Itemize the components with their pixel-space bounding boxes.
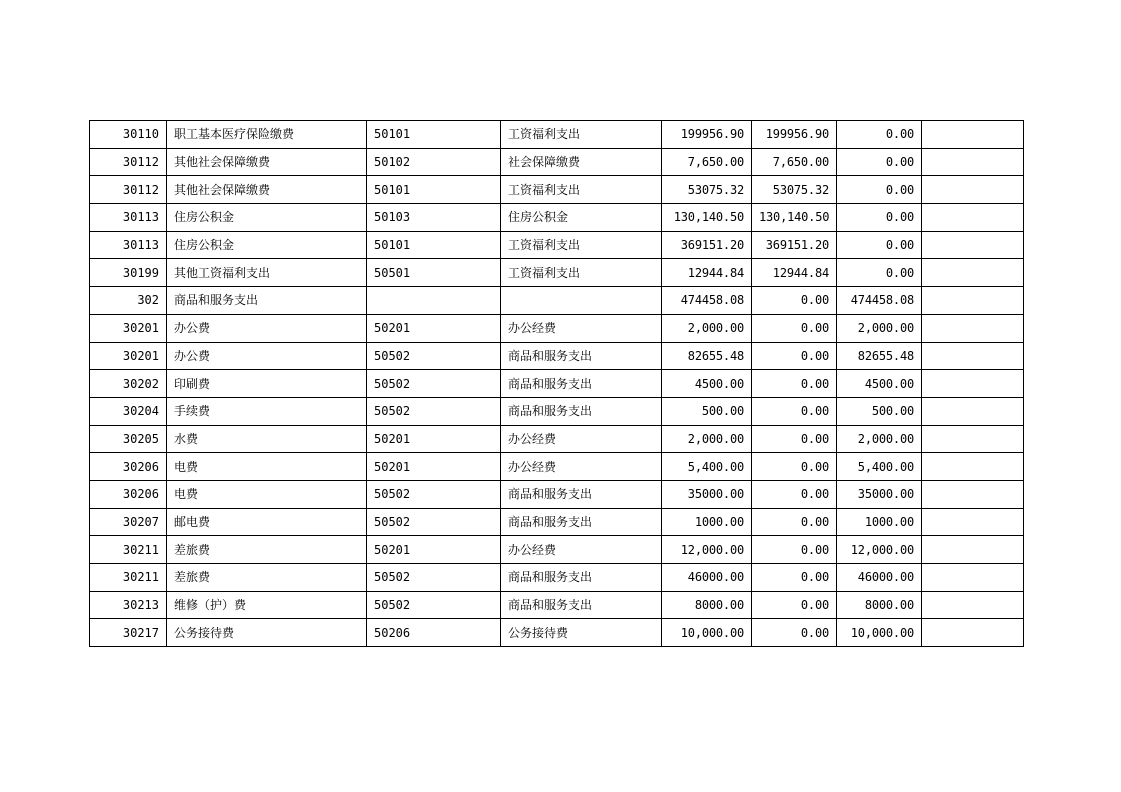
blank-cell [922,231,1024,259]
project-cell: 10,000.00 [837,619,922,647]
total-cell: 474458.08 [662,287,752,315]
econ-code-cell: 30206 [90,453,167,481]
func-name-cell: 工资福利支出 [501,121,662,149]
econ-code-cell: 30202 [90,370,167,398]
func-code-cell: 50502 [367,370,501,398]
table-row [90,591,1024,619]
table-row [90,231,1024,259]
project-cell: 500.00 [837,397,922,425]
econ-name-cell: 商品和服务支出 [167,287,367,315]
project-cell: 0.00 [837,176,922,204]
func-code-cell: 50103 [367,204,501,232]
total-cell: 7,650.00 [662,148,752,176]
func-name-cell: 商品和服务支出 [501,397,662,425]
blank-cell [922,508,1024,536]
econ-code-cell: 30211 [90,536,167,564]
func-name-cell [501,287,662,315]
econ-code-cell: 30201 [90,342,167,370]
func-name-cell: 商品和服务支出 [501,564,662,592]
blank-cell [922,370,1024,398]
table-row [90,536,1024,564]
func-code-cell: 50501 [367,259,501,287]
project-cell: 5,400.00 [837,453,922,481]
func-code-cell: 50101 [367,231,501,259]
table-row [90,342,1024,370]
table-row [90,314,1024,342]
econ-code-cell: 30204 [90,397,167,425]
econ-name-cell: 差旅费 [167,564,367,592]
econ-code-cell: 30205 [90,425,167,453]
blank-cell [922,397,1024,425]
func-name-cell: 商品和服务支出 [501,480,662,508]
func-name-cell: 公务接待费 [501,619,662,647]
project-cell: 4500.00 [837,370,922,398]
basic-cell: 0.00 [752,342,837,370]
func-name-cell: 办公经费 [501,314,662,342]
func-code-cell [367,287,501,315]
total-cell: 4500.00 [662,370,752,398]
econ-code-cell: 30217 [90,619,167,647]
econ-name-cell: 公务接待费 [167,619,367,647]
basic-cell: 0.00 [752,564,837,592]
total-cell: 500.00 [662,397,752,425]
econ-code-cell: 30206 [90,480,167,508]
func-name-cell: 办公经费 [501,453,662,481]
total-cell: 12944.84 [662,259,752,287]
basic-cell: 12944.84 [752,259,837,287]
func-code-cell: 50502 [367,591,501,619]
table-row [90,619,1024,647]
func-code-cell: 50101 [367,176,501,204]
project-cell: 82655.48 [837,342,922,370]
basic-cell: 0.00 [752,508,837,536]
econ-name-cell: 其他社会保障缴费 [167,176,367,204]
blank-cell [922,425,1024,453]
project-cell: 35000.00 [837,480,922,508]
econ-name-cell: 手续费 [167,397,367,425]
project-cell: 0.00 [837,259,922,287]
budget-table-body [90,121,1024,647]
total-cell: 5,400.00 [662,453,752,481]
total-cell: 369151.20 [662,231,752,259]
func-code-cell: 50201 [367,425,501,453]
econ-code-cell: 30113 [90,231,167,259]
func-name-cell: 住房公积金 [501,204,662,232]
table-row [90,287,1024,315]
basic-cell: 0.00 [752,425,837,453]
func-code-cell: 50101 [367,121,501,149]
econ-name-cell: 住房公积金 [167,204,367,232]
func-name-cell: 社会保障缴费 [501,148,662,176]
econ-code-cell: 30110 [90,121,167,149]
econ-name-cell: 印刷费 [167,370,367,398]
econ-name-cell: 其他社会保障缴费 [167,148,367,176]
table-row [90,148,1024,176]
table-row [90,121,1024,149]
table-row [90,259,1024,287]
econ-code-cell: 30113 [90,204,167,232]
basic-cell: 0.00 [752,619,837,647]
table-row [90,204,1024,232]
blank-cell [922,204,1024,232]
total-cell: 199956.90 [662,121,752,149]
econ-name-cell: 邮电费 [167,508,367,536]
table-row [90,564,1024,592]
econ-code-cell: 30213 [90,591,167,619]
project-cell: 0.00 [837,121,922,149]
func-name-cell: 办公经费 [501,425,662,453]
basic-cell: 0.00 [752,287,837,315]
total-cell: 12,000.00 [662,536,752,564]
blank-cell [922,591,1024,619]
project-cell: 46000.00 [837,564,922,592]
table-row [90,176,1024,204]
func-code-cell: 50502 [367,397,501,425]
table-row [90,508,1024,536]
basic-cell: 369151.20 [752,231,837,259]
table-row [90,480,1024,508]
blank-cell [922,259,1024,287]
total-cell: 82655.48 [662,342,752,370]
total-cell: 130,140.50 [662,204,752,232]
blank-cell [922,314,1024,342]
table-row [90,425,1024,453]
total-cell: 35000.00 [662,480,752,508]
project-cell: 12,000.00 [837,536,922,564]
func-code-cell: 50102 [367,148,501,176]
func-code-cell: 50201 [367,536,501,564]
basic-cell: 7,650.00 [752,148,837,176]
basic-cell: 0.00 [752,397,837,425]
project-cell: 2,000.00 [837,314,922,342]
func-code-cell: 50206 [367,619,501,647]
func-name-cell: 工资福利支出 [501,231,662,259]
project-cell: 0.00 [837,231,922,259]
basic-cell: 0.00 [752,591,837,619]
blank-cell [922,564,1024,592]
blank-cell [922,453,1024,481]
econ-name-cell: 职工基本医疗保险缴费 [167,121,367,149]
project-cell: 474458.08 [837,287,922,315]
econ-name-cell: 维修（护）费 [167,591,367,619]
func-code-cell: 50201 [367,314,501,342]
econ-name-cell: 住房公积金 [167,231,367,259]
project-cell: 8000.00 [837,591,922,619]
budget-table [89,120,1024,647]
total-cell: 53075.32 [662,176,752,204]
project-cell: 0.00 [837,204,922,232]
total-cell: 10,000.00 [662,619,752,647]
func-name-cell: 商品和服务支出 [501,342,662,370]
blank-cell [922,480,1024,508]
func-code-cell: 50201 [367,453,501,481]
blank-cell [922,121,1024,149]
func-name-cell: 工资福利支出 [501,176,662,204]
total-cell: 2,000.00 [662,314,752,342]
func-name-cell: 商品和服务支出 [501,508,662,536]
basic-cell: 130,140.50 [752,204,837,232]
table-row [90,370,1024,398]
econ-code-cell: 30199 [90,259,167,287]
basic-cell: 0.00 [752,536,837,564]
basic-cell: 0.00 [752,314,837,342]
project-cell: 2,000.00 [837,425,922,453]
table-row [90,453,1024,481]
blank-cell [922,176,1024,204]
func-code-cell: 50502 [367,342,501,370]
econ-name-cell: 办公费 [167,314,367,342]
total-cell: 2,000.00 [662,425,752,453]
econ-code-cell: 30211 [90,564,167,592]
basic-cell: 0.00 [752,370,837,398]
blank-cell [922,619,1024,647]
project-cell: 1000.00 [837,508,922,536]
econ-code-cell: 30112 [90,148,167,176]
econ-code-cell: 30112 [90,176,167,204]
econ-code-cell: 302 [90,287,167,315]
func-name-cell: 工资福利支出 [501,259,662,287]
econ-name-cell: 差旅费 [167,536,367,564]
func-code-cell: 50502 [367,508,501,536]
func-name-cell: 商品和服务支出 [501,370,662,398]
blank-cell [922,536,1024,564]
func-name-cell: 办公经费 [501,536,662,564]
total-cell: 1000.00 [662,508,752,536]
table-row [90,397,1024,425]
func-name-cell: 商品和服务支出 [501,591,662,619]
project-cell: 0.00 [837,148,922,176]
econ-code-cell: 30201 [90,314,167,342]
func-code-cell: 50502 [367,564,501,592]
basic-cell: 0.00 [752,480,837,508]
func-code-cell: 50502 [367,480,501,508]
econ-name-cell: 水费 [167,425,367,453]
basic-cell: 53075.32 [752,176,837,204]
total-cell: 8000.00 [662,591,752,619]
blank-cell [922,287,1024,315]
econ-name-cell: 电费 [167,480,367,508]
blank-cell [922,148,1024,176]
basic-cell: 0.00 [752,453,837,481]
blank-cell [922,342,1024,370]
econ-code-cell: 30207 [90,508,167,536]
total-cell: 46000.00 [662,564,752,592]
econ-name-cell: 办公费 [167,342,367,370]
econ-name-cell: 其他工资福利支出 [167,259,367,287]
basic-cell: 199956.90 [752,121,837,149]
econ-name-cell: 电费 [167,453,367,481]
